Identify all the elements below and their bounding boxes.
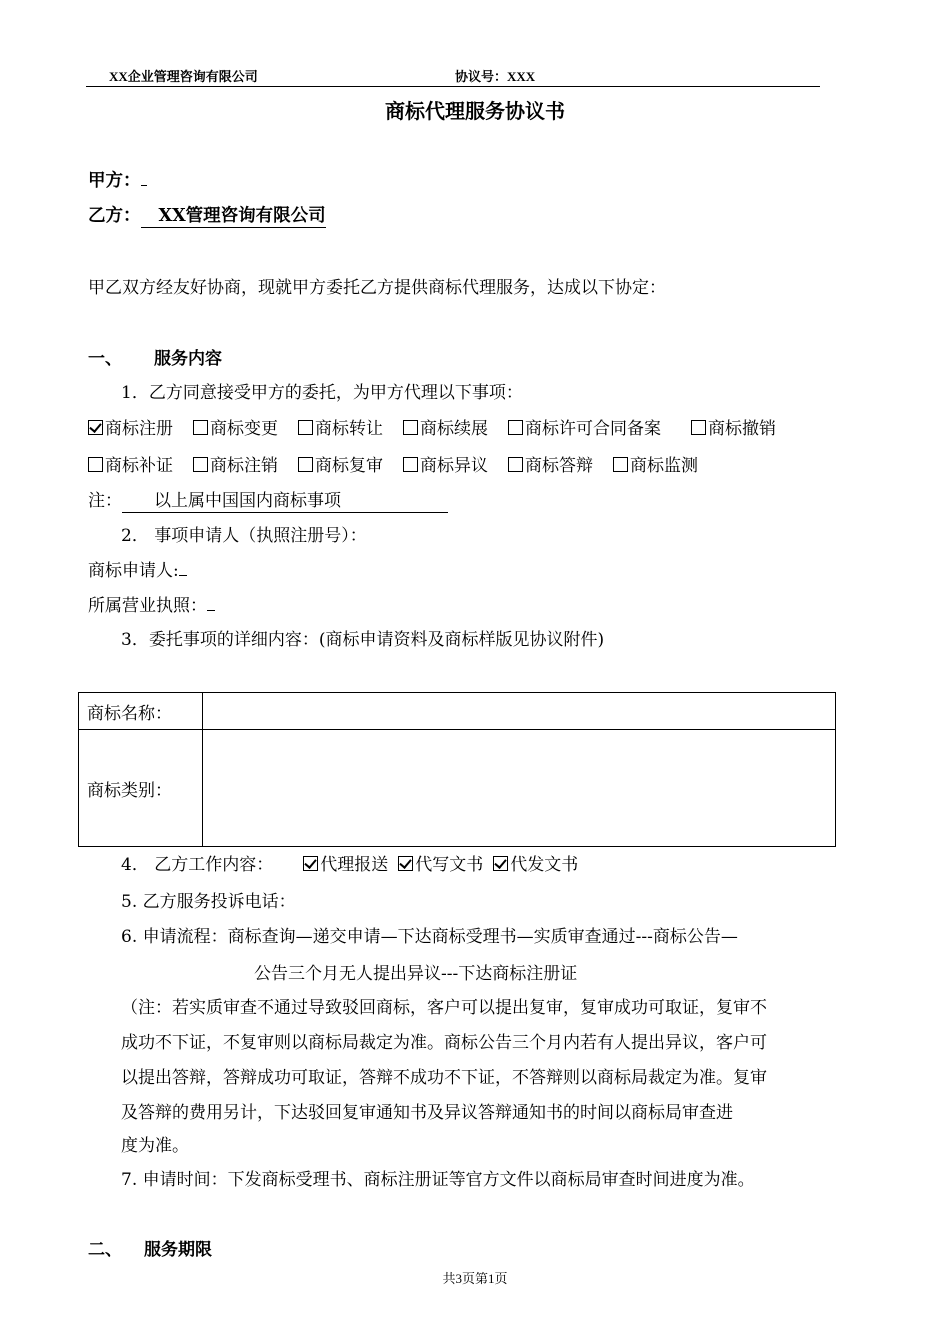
item7-text: 7. 申请时间：下发商标受理书、商标注册证等官方文件以商标局审查时间进度为准。 (121, 1170, 755, 1190)
service-option[interactable]: 商标变更 (193, 414, 278, 439)
note-line (88, 486, 448, 513)
item6-line2: 公告三个月无人提出异议---下达商标注册证 (254, 964, 578, 984)
note-para-line: 度为准。 (121, 1136, 189, 1156)
work-option[interactable]: 代写文书 (398, 850, 483, 875)
trademark-class-label: 商标类别： (79, 730, 203, 847)
service-option[interactable]: 商标续展 (403, 414, 488, 439)
service-option[interactable]: 商标注销 (193, 451, 278, 476)
header-rule (86, 86, 820, 87)
party-b (88, 202, 326, 227)
checkbox-icon[interactable] (193, 457, 208, 472)
applicant-line (88, 556, 187, 581)
work-option[interactable]: 代理报送 (303, 850, 388, 875)
intro-text: 甲乙双方经友好协商，现就甲方委托乙方提供商标代理服务，达成以下协定： (88, 278, 666, 298)
header-company: XX企业管理咨询有限公司 (109, 69, 258, 84)
service-option[interactable]: 商标补证 (88, 451, 173, 476)
checkbox-icon[interactable] (193, 420, 208, 435)
checkbox-icon[interactable] (403, 420, 418, 435)
party-b-label: 乙方： (88, 206, 141, 226)
trademark-name-cell[interactable] (203, 693, 836, 730)
party-b-value: XX管理咨询有限公司 (141, 206, 326, 228)
services-row-1 (88, 414, 776, 439)
trademark-table (78, 692, 836, 847)
services-row-2 (88, 451, 698, 476)
checkbox-icon[interactable] (508, 420, 523, 435)
work-option[interactable]: 代发文书 (493, 850, 578, 875)
service-option[interactable]: 商标撤销 (691, 414, 776, 439)
service-option[interactable]: 商标异议 (403, 451, 488, 476)
applicant-label: 商标申请人: (88, 561, 179, 581)
table-row (79, 693, 836, 730)
note-value: 以上属中国国内商标事项 (122, 486, 448, 513)
page-title: 商标代理服务协议书 (385, 99, 565, 123)
item3-text: 3．委托事项的详细内容：(商标申请资料及商标样版见协议附件) (121, 630, 605, 650)
party-a (88, 167, 147, 192)
license-field[interactable] (207, 609, 215, 611)
trademark-class-cell[interactable] (203, 730, 836, 847)
service-option[interactable]: 商标答辩 (508, 451, 593, 476)
license-line (88, 591, 215, 616)
section2-title: 服务期限 (144, 1240, 212, 1260)
item6-line1: 6. 申请流程：商标查询—递交申请—下达商标受理书—实质审查通过---商标公告— (121, 927, 738, 947)
item4-line (121, 850, 578, 875)
service-option[interactable]: 商标许可合同备案 (508, 414, 661, 439)
item5-text: 5. 乙方服务投诉电话： (121, 892, 296, 912)
section1-heading (88, 344, 222, 369)
checkbox-checked-icon[interactable] (398, 856, 413, 871)
page-footer: 共3页第1页 (442, 1271, 508, 1286)
section2-heading (88, 1235, 212, 1260)
section2-number: 二、 (88, 1240, 122, 1260)
item2-text: 2． 事项申请人（执照注册号）： (121, 526, 367, 546)
service-option[interactable]: 商标监测 (613, 451, 698, 476)
section1-title: 服务内容 (154, 349, 222, 369)
service-option[interactable]: 商标复审 (298, 451, 383, 476)
trademark-name-label: 商标名称： (79, 693, 203, 730)
section1-number: 一、 (88, 349, 122, 369)
table-row (79, 730, 836, 847)
checkbox-checked-icon[interactable] (88, 420, 103, 435)
note-para-line: 以提出答辩，答辩成功可取证，答辩不成功不下证，不答辩则以商标局裁定为准。复审 (121, 1068, 767, 1088)
checkbox-icon[interactable] (691, 420, 706, 435)
note-para-line: 成功不下证，不复审则以商标局裁定为准。商标公告三个月内若有人提出异议，客户可 (121, 1033, 767, 1053)
checkbox-icon[interactable] (298, 457, 313, 472)
service-option[interactable]: 商标注册 (88, 414, 173, 439)
license-label: 所属营业执照： (88, 596, 207, 616)
service-option[interactable]: 商标转让 (298, 414, 383, 439)
note-para-line: （注：若实质审查不通过导致驳回商标，客户可以提出复审，复审成功可取证，复审不 (121, 998, 767, 1018)
checkbox-icon[interactable] (298, 420, 313, 435)
item4-label: 4． 乙方工作内容： (121, 855, 274, 875)
note-label: 注： (88, 491, 122, 511)
item1-text: 1．乙方同意接受甲方的委托，为甲方代理以下事项： (121, 383, 523, 403)
checkbox-checked-icon[interactable] (303, 856, 318, 871)
checkbox-checked-icon[interactable] (493, 856, 508, 871)
checkbox-icon[interactable] (508, 457, 523, 472)
note-para-line: 及答辩的费用另计，下达驳回复审通知书及异议答辩通知书的时间以商标局审查进 (121, 1103, 733, 1123)
checkbox-icon[interactable] (88, 457, 103, 472)
applicant-field[interactable] (179, 574, 187, 576)
checkbox-icon[interactable] (403, 457, 418, 472)
checkbox-icon[interactable] (613, 457, 628, 472)
header-agreement-no: 协议号：XXX (455, 69, 536, 84)
party-a-value (141, 184, 147, 186)
party-a-label: 甲方： (88, 171, 141, 191)
